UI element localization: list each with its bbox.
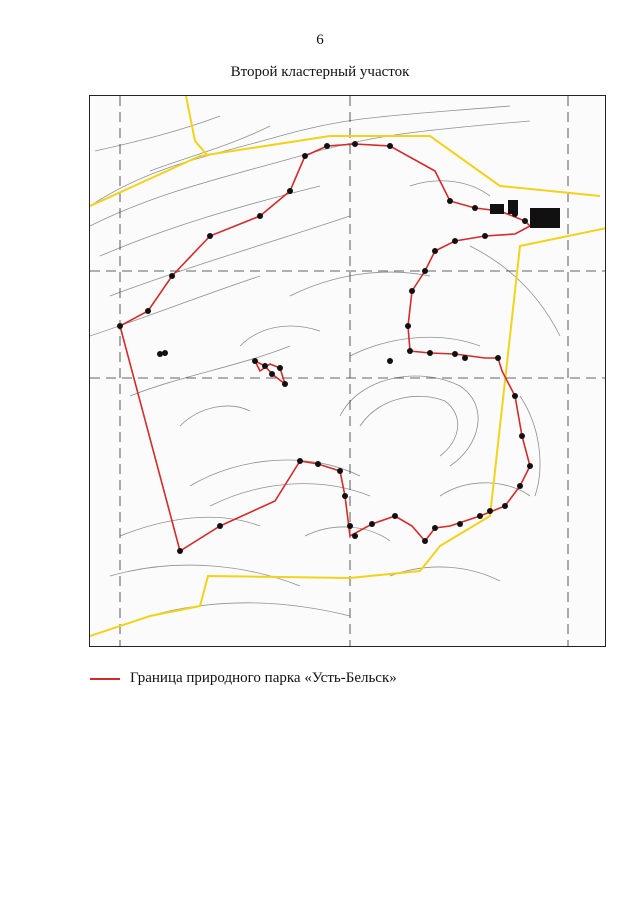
vertex-marker [519, 433, 525, 439]
vertex-marker [517, 483, 523, 489]
vertex-marker [472, 205, 478, 211]
vertex-marker [452, 238, 458, 244]
page-title: Второй кластерный участок [230, 64, 410, 80]
vertex-marker [487, 508, 493, 514]
park-boundary-main [120, 144, 530, 551]
vertex-marker [462, 355, 468, 361]
vertex-marker [352, 141, 358, 147]
vertex-marker [432, 525, 438, 531]
vertex-marker [169, 273, 175, 279]
vertex-marker [495, 355, 501, 361]
vertex-marker [422, 538, 428, 544]
vertex-marker [422, 268, 428, 274]
admin-border-line-3 [90, 228, 606, 636]
map-frame [89, 95, 606, 647]
vertex-marker [277, 365, 283, 371]
admin-border-line [90, 136, 600, 206]
vertex-marker [302, 153, 308, 159]
legend-swatch [90, 678, 120, 680]
vertex-marker [315, 461, 321, 467]
page-number: 6 [316, 32, 324, 48]
vertex-marker [207, 233, 213, 239]
map-legend [90, 670, 397, 687]
vertex-marker [282, 381, 288, 387]
vertex-marker [352, 533, 358, 539]
vertex-marker [217, 523, 223, 529]
cluster-blot [508, 200, 518, 214]
vertex-marker [347, 523, 353, 529]
vertex-marker [342, 493, 348, 499]
vertex-marker [452, 351, 458, 357]
vertex-marker [477, 513, 483, 519]
vertex-marker [324, 143, 330, 149]
map-svg [90, 96, 606, 647]
boundary-markers [117, 141, 545, 554]
legend-label: Граница природного парка «Усть-Бельск» [130, 670, 397, 686]
vertex-marker [405, 323, 411, 329]
cluster-blot [490, 204, 504, 214]
vertex-marker [297, 458, 303, 464]
vertex-marker [269, 371, 275, 377]
vertex-marker [257, 213, 263, 219]
vertex-marker [522, 218, 528, 224]
vertex-marker [262, 363, 268, 369]
vertex-marker [117, 323, 123, 329]
cluster-blot [530, 208, 560, 228]
vertex-marker [432, 248, 438, 254]
vertex-marker [392, 513, 398, 519]
map-grid [90, 96, 606, 647]
vertex-marker [157, 351, 163, 357]
vertex-marker [162, 350, 168, 356]
vertex-marker [447, 198, 453, 204]
vertex-marker [512, 393, 518, 399]
vertex-marker [337, 468, 343, 474]
admin-border-line-2 [186, 96, 208, 156]
vertex-marker [457, 521, 463, 527]
vertex-marker [409, 288, 415, 294]
vertex-marker [369, 521, 375, 527]
vertex-marker [387, 358, 393, 364]
terrain-texture [90, 106, 560, 616]
vertex-marker [287, 188, 293, 194]
vertex-marker [145, 308, 151, 314]
vertex-marker [527, 463, 533, 469]
vertex-marker [387, 143, 393, 149]
vertex-marker [427, 350, 433, 356]
vertex-marker [407, 348, 413, 354]
vertex-marker [482, 233, 488, 239]
vertex-marker [177, 548, 183, 554]
vertex-marker [502, 503, 508, 509]
vertex-marker [252, 358, 258, 364]
